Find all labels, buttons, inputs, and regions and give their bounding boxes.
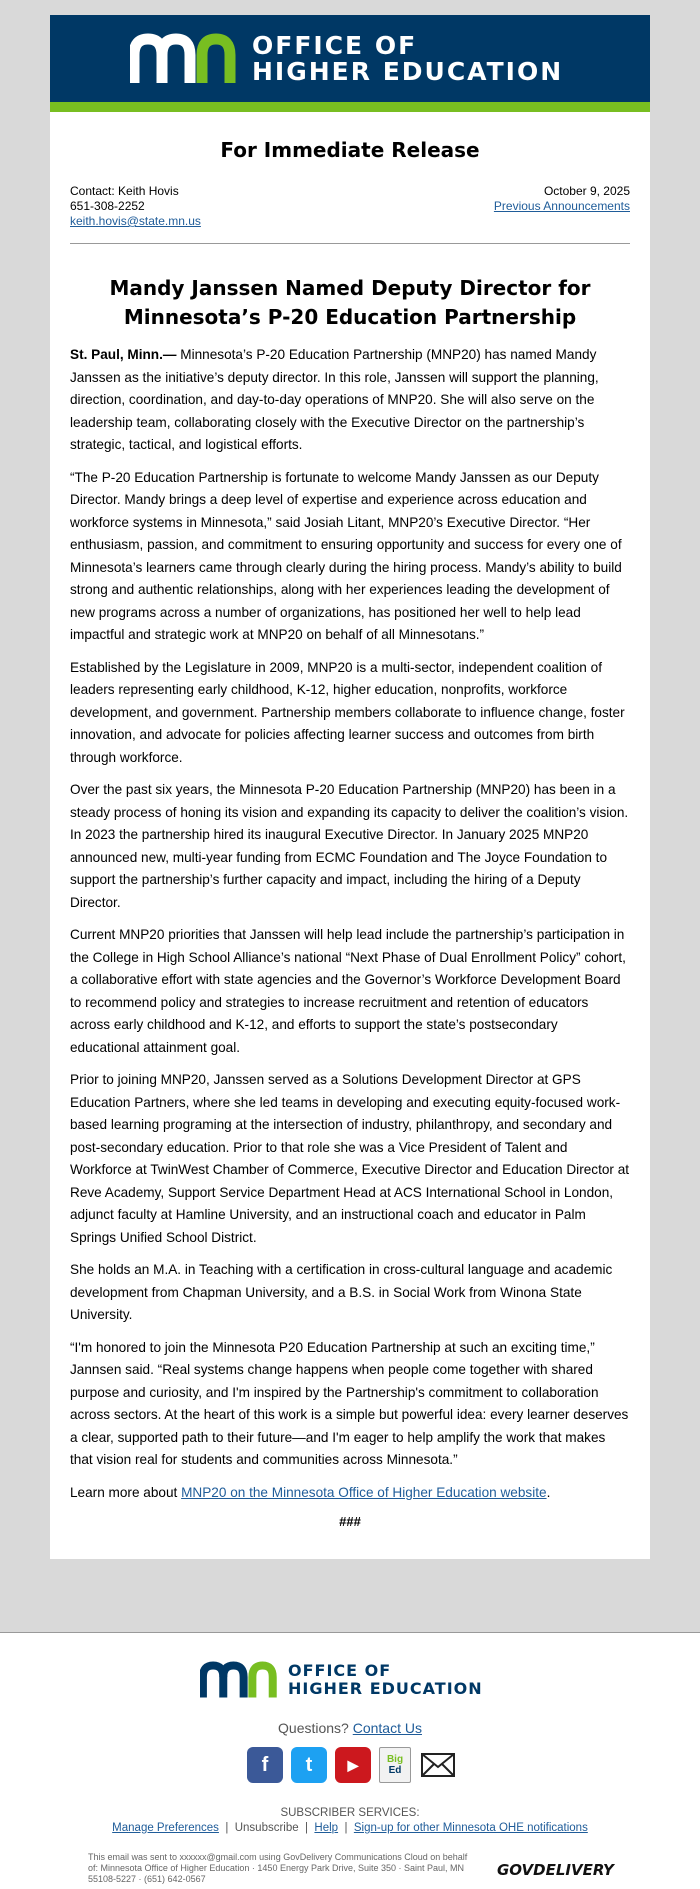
- article-paragraph-6: Prior to joining MNP20, Janssen served as a Solutions Development Director at GPS Education Partners, where she led teams in developing and executing equity-focused work-based learning programing at the intersection of industry, philanthropy, and secondary and post-secondary education. Prior to that role she was a Vice President of Talent and Workforce at TwinWest Chamber of Commerce, Executive Director and Education Director at Reve Academy, Support Service Department Head at ACS International School in London, adjunct faculty at Hamline University, and an instructional coach and educator in Palm Springs Unified School District.: [70, 1072, 630, 1245]
- email-footer: [0, 1632, 700, 1889]
- header-banner: [50, 15, 650, 102]
- legal-notice: This email was sent to xxxxxx@gmail.com using GovDelivery Communications Cloud on behalf of: Minnesota Office of Higher Education · 1450 Energy Park Drive, Suite 350 · Saint Paul, MN 55108-5227 · (651) 642-0567: [88, 1852, 468, 1884]
- green-accent-bar: [50, 102, 650, 112]
- unsubscribe-link[interactable]: Unsubscribe: [234, 1822, 299, 1834]
- footer-mn-logo-icon: [200, 1661, 280, 1699]
- logo-line-2: HIGHER EDUCATION: [252, 57, 564, 86]
- subscriber-services-label: SUBSCRIBER SERVICES:: [280, 1807, 420, 1819]
- learn-more-prefix: Learn more about: [70, 1484, 182, 1500]
- contact-block: [70, 184, 630, 229]
- logo-line-1: OFFICE OF: [252, 31, 418, 60]
- contact-email-link[interactable]: keith.hovis@state.mn.us: [70, 214, 201, 228]
- manage-preferences-link[interactable]: Manage Preferences: [112, 1822, 219, 1834]
- contact-us-link[interactable]: Contact Us: [352, 1720, 422, 1736]
- article-paragraph-4: Over the past six years, the Minnesota P-20 Education Partnership (MNP20) has been in a steady process of honing its vision and expanding its capacity to deliver the coalition’s vision. In 2023 the partnership hired its inaugural Executive Director. In January 2025 MNP20 announced new, multi-year funding from ECMC Foundation and The Joyce Foundation to support the partnership’s further capacity and impact, including the hiring of a Deputy Director.: [70, 782, 629, 910]
- email-envelope-icon[interactable]: [419, 1747, 457, 1783]
- contact-phone: 651-308-2252: [70, 199, 145, 213]
- article-paragraph-1: [70, 344, 630, 457]
- dateline: St. Paul, Minn.—: [70, 347, 177, 362]
- help-link[interactable]: Help: [314, 1822, 339, 1834]
- big-ed-text-1: Big: [386, 1754, 404, 1765]
- previous-announcements-link[interactable]: Previous Announcements: [493, 199, 630, 213]
- divider: [70, 243, 630, 244]
- subscriber-services: [0, 1806, 700, 1836]
- questions-line: [0, 1720, 700, 1736]
- article-headline: Mandy Janssen Named Deputy Director for Minnesota’s P-20 Education Partnership: [109, 276, 591, 329]
- contact-name: Contact: Keith Hovis: [70, 184, 179, 198]
- twitter-icon[interactable]: t: [291, 1747, 327, 1783]
- social-icons: [247, 1747, 457, 1783]
- ohe-logo: [130, 33, 563, 85]
- separator-1: |: [218, 1822, 235, 1834]
- newsletter-card: [50, 15, 650, 1559]
- big-ed-blog-icon[interactable]: [379, 1747, 411, 1783]
- mnp20-website-link[interactable]: MNP20 on the Minnesota Office of Higher Education website: [181, 1484, 547, 1500]
- release-date: October 9, 2025: [543, 184, 630, 198]
- youtube-icon[interactable]: ▶: [335, 1747, 371, 1783]
- signup-link[interactable]: Sign-up for other Minnesota OHE notifications: [353, 1822, 588, 1834]
- learn-more-line: [70, 1482, 630, 1505]
- mn-logo-icon: [130, 33, 240, 85]
- end-mark: ###: [339, 1514, 361, 1529]
- footer-logo-line-2: HIGHER EDUCATION: [288, 1679, 483, 1698]
- article-paragraph-2: “The P-20 Education Partnership is fortunate to welcome Mandy Janssen as our Deputy Director. Mandy brings a deep level of expertise and experience across education and workforce systems in Minnesota,” said Josiah Litant, MNP20’s Executive Director. “Her enthusiasm, passion, and commitment to ensuring opportunity and success for every one of Minnesota’s learners came through clearly during the hiring process. Mandy’s ability to build strong and authentic relationships, along with her experiences leading the development of new programs across a number of organizations, has positioned her well to help lead impactful and strategic work at MNP20 on behalf of all Minnesotans.”: [70, 469, 622, 642]
- article-paragraph-5: Current MNP20 priorities that Janssen will help lead include the partnership’s participation in the College in High School Alliance’s national “Next Phase of Dual Enrollment Policy” cohort, a collaborative effort with state agencies and the Governor’s Workforce Development Board to recommend policy and strategies to increase recruitment and retention of educators across early childhood and K-12, and efforts to support the state’s postsecondary educational attainment goal.: [70, 927, 626, 1055]
- article-paragraph-8: “I'm honored to join the Minnesota P20 Education Partnership at such an exciting time,” Jannsen said. “Real systems change happens when people come together with shared purpose and curiosity, and I'm inspired by the Partnership's commitment to collaboration across sectors. At the heart of this work is a simple but powerful idea: every learner deserves a clear, supported path to their future—and I'm eager to help amplify the work that makes that vision real for students and communities across Minnesota.”: [70, 1339, 629, 1467]
- learn-more-suffix: .: [546, 1484, 551, 1500]
- release-title: For Immediate Release: [220, 138, 480, 162]
- article-paragraph-7: She holds an M.A. in Teaching with a certification in cross-cultural language and academic development from Chapman University, and a B.S. in Social Work from Winona State University.: [70, 1262, 613, 1322]
- big-ed-text-2: Ed: [388, 1765, 402, 1776]
- facebook-icon[interactable]: f: [247, 1747, 283, 1783]
- footer-logo: [200, 1661, 483, 1699]
- paragraph-1-text: Minnesota’s P-20 Education Partnership (MNP20) has named Mandy Janssen as the initiative’s deputy director. In this role, Janssen will support the planning, direction, coordination, and day-to-day operations of MNP20. She will also serve on the leadership team, collaborating closely with the Executive Director on the partnership’s strategic, tactical, and logistical efforts.: [70, 347, 599, 452]
- envelope-icon: [420, 1750, 456, 1780]
- separator-2: |: [298, 1822, 315, 1834]
- footer-logo-line-1: OFFICE OF: [288, 1661, 392, 1680]
- article-paragraph-3: Established by the Legislature in 2009, MNP20 is a multi-sector, independent coalition of leaders representing early childhood, K-12, higher education, nonprofits, workforce development, and government. Partnership members collaborate to influence change, foster innovation, and advocate for policies affecting learner success and outcomes from birth through workforce.: [70, 659, 625, 765]
- questions-label: Questions?: [278, 1720, 349, 1736]
- separator-3: |: [338, 1822, 354, 1834]
- release-content: [50, 102, 650, 1559]
- govdelivery-logo: GOVDELIVERY: [497, 1861, 614, 1879]
